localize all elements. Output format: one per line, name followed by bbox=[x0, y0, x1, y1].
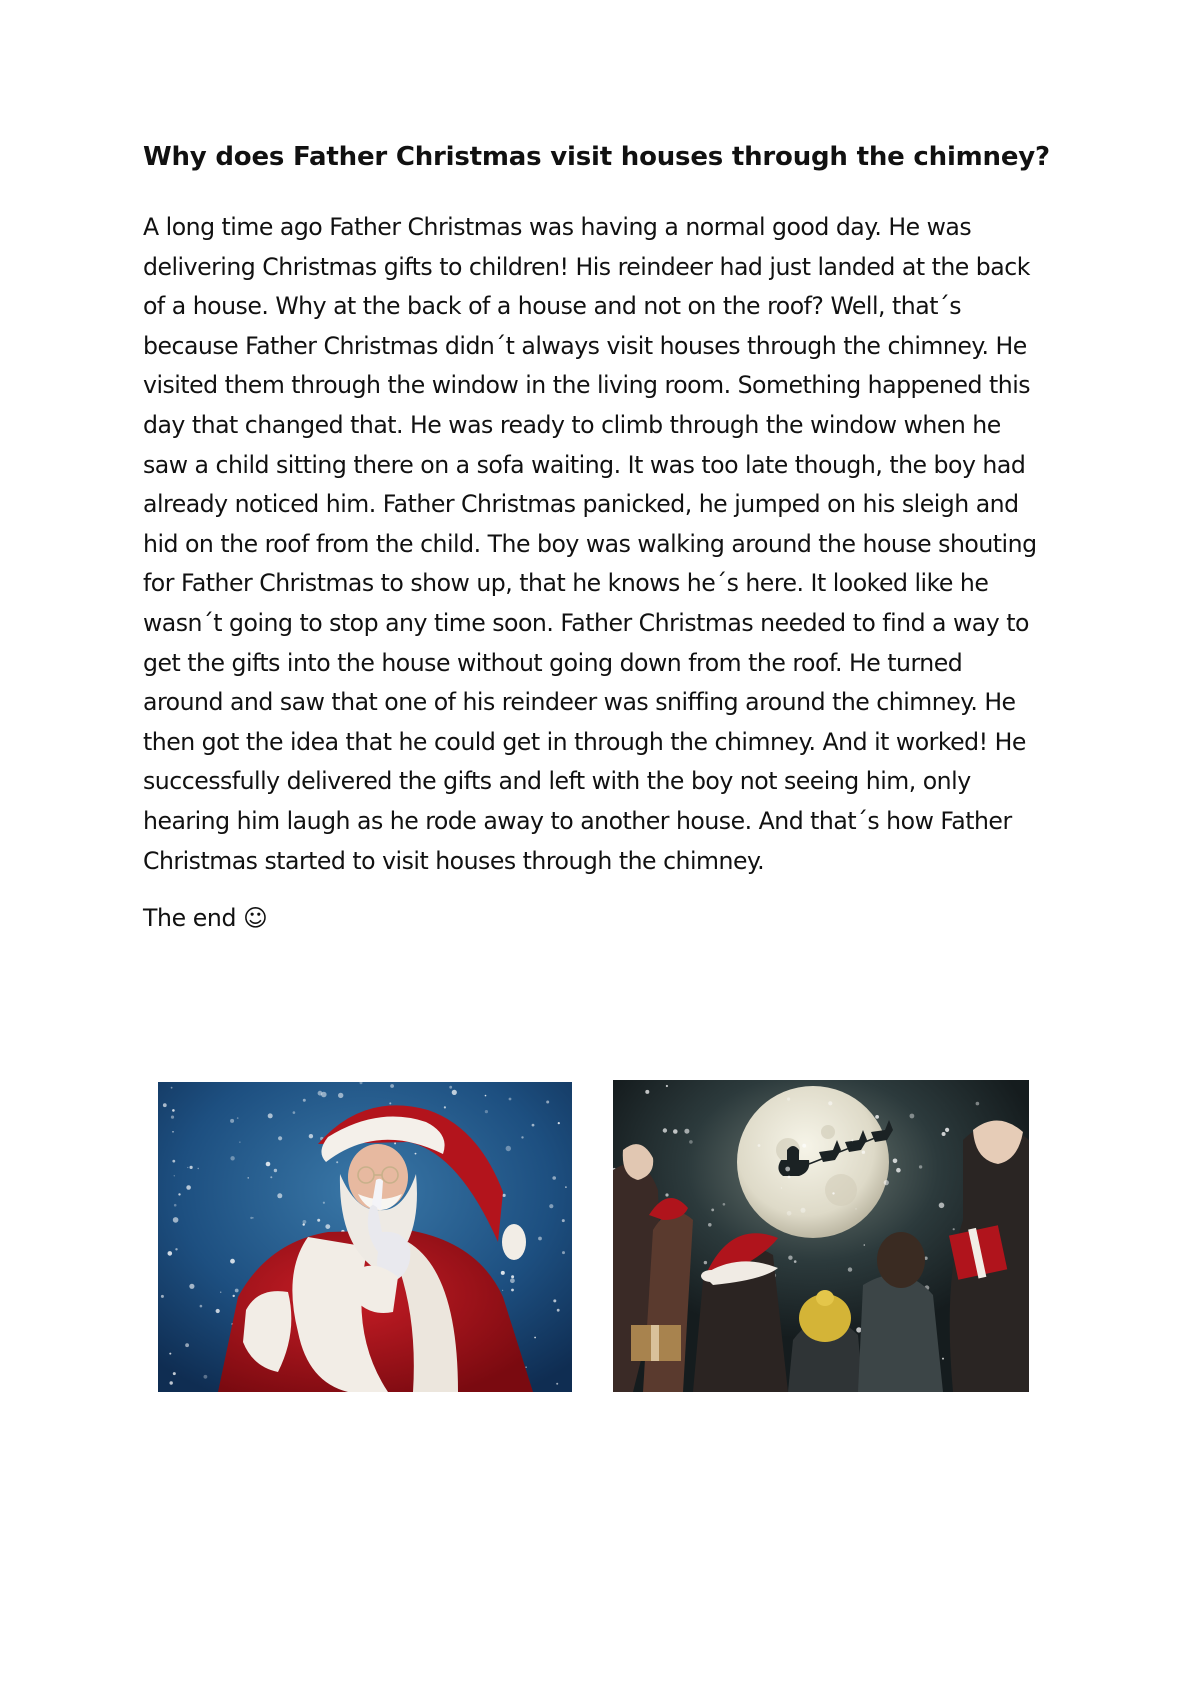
story-line: of a house. Why at the back of a house and not on the roof? Well, that´s bbox=[143, 292, 962, 321]
page-title: Why does Father Christmas visit houses through the chimney? bbox=[143, 142, 1050, 172]
story-line: delivering Christmas gifts to children! His reindeer had just landed at the back bbox=[143, 252, 1030, 281]
story-line: because Father Christmas didn´t always visit houses through the chimney. He bbox=[143, 331, 1027, 360]
story-line: Christmas started to visit houses through the chimney. bbox=[143, 846, 765, 875]
story-line: already noticed him. Father Christmas panicked, he jumped on his sleigh and bbox=[143, 490, 1019, 519]
story-line: for Father Christmas to show up, that he knows he´s here. It looked like he bbox=[143, 569, 989, 598]
story-line: then got the idea that he could get in through the chimney. And it worked! He bbox=[143, 727, 1026, 756]
story-line: visited them through the window in the living room. Something happened this bbox=[143, 371, 1031, 400]
story-line: hid on the roof from the child. The boy was walking around the house shouting bbox=[143, 529, 1037, 558]
story-line: wasn´t going to stop any time soon. Father Christmas needed to find a way to bbox=[143, 608, 1029, 637]
story-line: around and saw that one of his reindeer was sniffing around the chimney. He bbox=[143, 688, 1016, 717]
story-line: get the gifts into the house without going down from the roof. He turned bbox=[143, 648, 963, 677]
santa-shush-photo bbox=[158, 1082, 572, 1392]
story-paragraph bbox=[143, 208, 1063, 881]
story-line: hearing him laugh as he rode away to another house. And that´s how Father bbox=[143, 806, 1012, 835]
story-line: successfully delivered the gifts and left with the boy not seeing him, only bbox=[143, 767, 971, 796]
family-moon-sleigh-icon bbox=[613, 1080, 1029, 1392]
santa-shush-icon bbox=[158, 1082, 572, 1392]
family-moon-sleigh-photo bbox=[613, 1080, 1029, 1392]
story-ending: The end ☺ bbox=[143, 904, 268, 932]
story-line: A long time ago Father Christmas was having a normal good day. He was bbox=[143, 213, 972, 241]
story-line: day that changed that. He was ready to climb through the window when he bbox=[143, 410, 1001, 439]
story-line: saw a child sitting there on a sofa waiting. It was too late though, the boy had bbox=[143, 450, 1026, 479]
